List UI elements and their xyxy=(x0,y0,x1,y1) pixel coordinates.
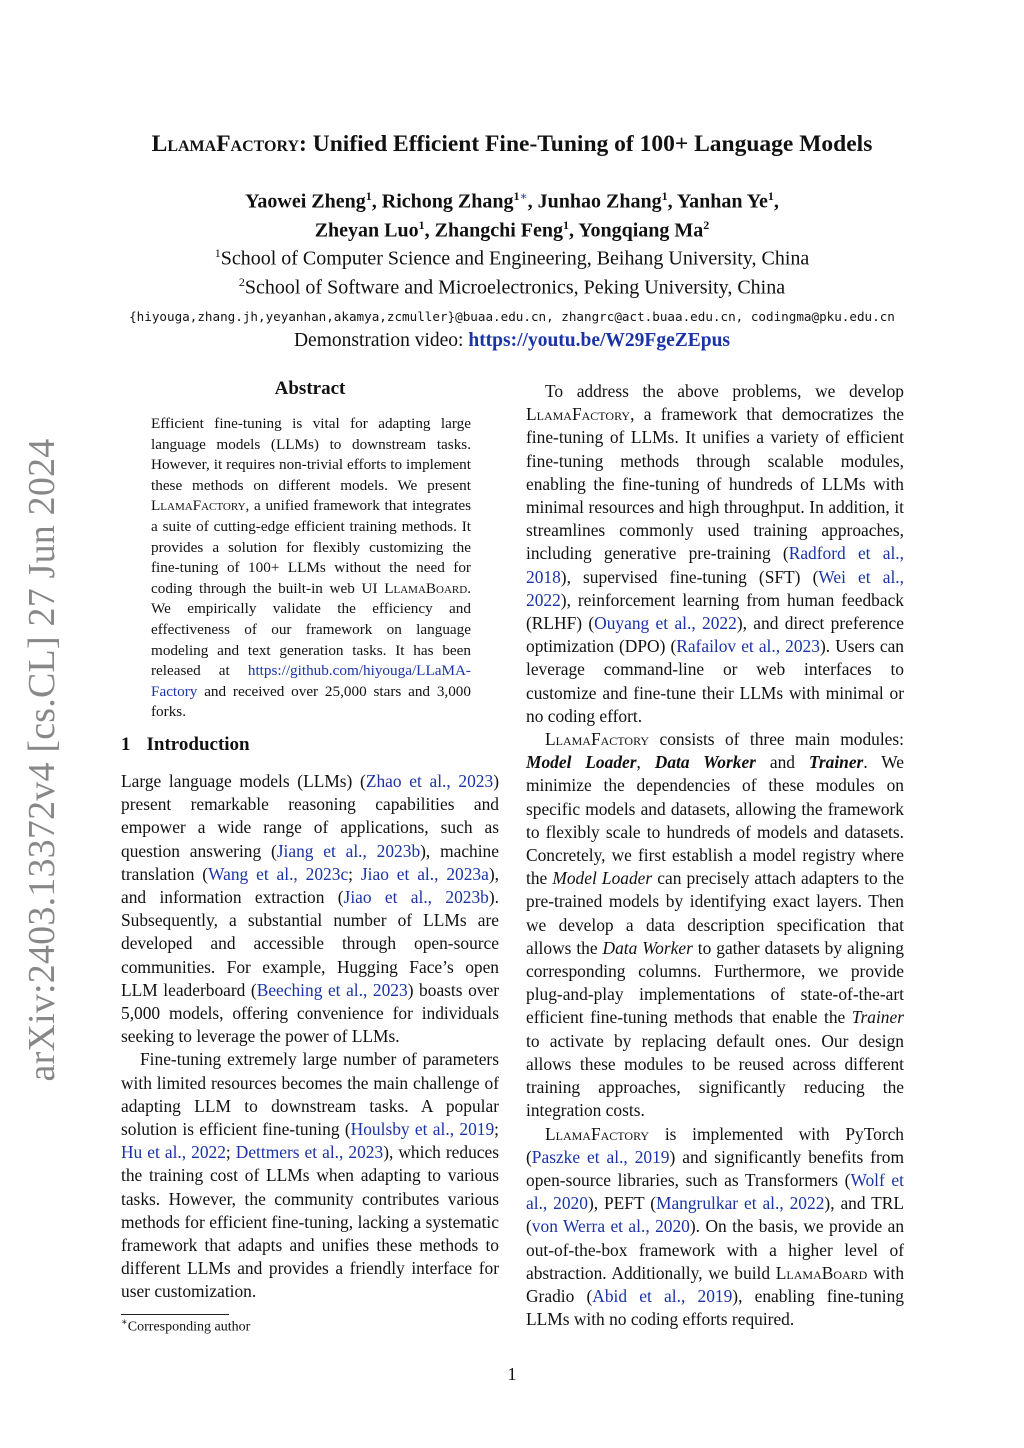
citation-link[interactable]: Jiao et al., 2023a xyxy=(360,863,489,884)
arxiv-identifier xyxy=(21,438,63,1082)
author-line-2: Zheyan Luo$^1$, Zhangchi Feng$^1$, Yongqiang Ma$^2$ xyxy=(314,217,710,242)
framework-name: LlamaFactory xyxy=(545,729,650,750)
module-name: Trainer xyxy=(808,752,864,773)
citation-link[interactable]: Houlsby et al., 2019 xyxy=(350,1119,495,1140)
corresponding-mark[interactable]: ∗ xyxy=(519,189,528,203)
citation-link[interactable]: Jiao et al., 2023b xyxy=(343,887,489,908)
section-number: 1 xyxy=(121,734,131,755)
author-name: Yaowei Zheng xyxy=(245,190,366,213)
section-heading-introduction xyxy=(121,734,250,756)
title-name-factory: Factory xyxy=(216,131,300,157)
framework-name: LlamaFactory xyxy=(526,404,631,425)
paragraph: LlamaFactory consists of three main modules: Model Loader, Data Worker and Trainer. We minimize the dependencies of these modules on specific models and datasets, allowing the framework to flexibly scale to hundreds of models and datasets. Concretely, we first establish a model registry where the Model Loader can precisely attach adapters to the pre-trained models by identifying exact layers. Then we develop a data description specification that allows the Data Worker to gather datasets by aligning corresponding columns. Furthermore, we provide plug-and-play implementations of state-of-the-art efficient fine-tuning methods that enable the Trainer to activate by replacing default ones. Our design allows these modules to be reused across different training approaches, significantly reducing the integration costs. xyxy=(526,729,905,1121)
citation-link[interactable]: Rafailov et al., 2023 xyxy=(676,636,820,657)
author-name: Yongqiang Ma xyxy=(578,219,704,242)
author-name: Junhao Zhang xyxy=(537,190,662,213)
author-name: Yanhan Ye xyxy=(676,190,768,213)
footnote: ∗Corresponding author xyxy=(121,1317,251,1335)
citation-link[interactable]: Jiang et al., 2023b xyxy=(276,840,421,861)
affiliation-1: $^1$School of Computer Science and Engineering, Beihang University, China xyxy=(214,246,810,270)
github-link[interactable]: https://github.com/hiyouga/LLaMA-Factory xyxy=(151,662,471,700)
title-name-llama: Llama xyxy=(151,131,217,157)
author-name: Zheyan Luo xyxy=(314,219,419,242)
author-name: Zhangchi Feng xyxy=(434,219,563,242)
webui-name: LlamaBoard xyxy=(384,579,468,597)
affiliation-2: $^2$School of Software and Microelectronics, Peking University, China xyxy=(238,274,786,299)
footnote-divider xyxy=(121,1314,229,1315)
framework-name: LlamaFactory xyxy=(545,1123,650,1144)
citation-link[interactable]: Wei et al., 2022 xyxy=(526,566,904,610)
author-name: Richong Zhang xyxy=(381,190,514,213)
module-name: Data Worker xyxy=(654,752,756,773)
citation-link[interactable]: Wolf et al., 2020 xyxy=(526,1169,904,1214)
citation-link[interactable]: Wang et al., 2023c xyxy=(208,863,349,884)
citation-link[interactable]: Zhao et al., 2023 xyxy=(365,771,494,791)
demo-label: Demonstration video: xyxy=(293,329,464,351)
citation-link[interactable]: Beeching et al., 2023 xyxy=(256,979,408,1000)
section-title: Introduction xyxy=(146,734,250,755)
author-block xyxy=(0,185,1024,352)
title-rest: : Unified Efficient Fine-Tuning of 100+ Language Models xyxy=(299,131,873,157)
citation-link[interactable]: Ouyang et al., 2022 xyxy=(594,613,737,634)
citation-link[interactable]: Mangrulkar et al., 2022 xyxy=(655,1193,825,1214)
framework-name: LlamaFactory xyxy=(151,497,246,515)
abstract-body: Efficient fine-tuning is vital for adapting large language models (LLMs) to downstream tasks. However, it requires non-trivial efforts to implement these methods on different models. We present LlamaFactory, a unified framework that integrates a suite of cutting-edge efficient training methods. It provides a solution for flexibly customizing the fine-tuning of 100+ LLMs without the need for coding through the built-in web UI LlamaBoard. We empirically validate the efficiency and effectiveness of our framework on language modeling and text generation tasks. It has been released at https://github.com/hiyouga/LLaMA-Factory and received over 25,000 stars and 3,000 forks. xyxy=(151,415,471,721)
demo-video-link[interactable]: https://youtu.be/W29FgeZEpus xyxy=(468,329,731,351)
citation-link[interactable]: Abid et al., 2019 xyxy=(592,1285,733,1306)
citation-link[interactable]: Radford et al., 2018 xyxy=(526,543,904,587)
left-column-body xyxy=(121,770,499,1304)
citation-link[interactable]: Paszke et al., 2019 xyxy=(531,1146,670,1167)
citation-link[interactable]: Hu et al., 2022 xyxy=(121,1142,226,1163)
citation-link[interactable]: von Werra et al., 2020 xyxy=(531,1216,690,1237)
webui-name: LlamaBoard xyxy=(775,1262,868,1283)
author-line-1: Yaowei Zheng$^1$, Richong Zhang$^{1∗}$, Junhao Zhang$^1$, Yanhan Ye$^1$, xyxy=(245,189,779,213)
paragraph: LlamaFactory is implemented with PyTorch (Paszke et al., 2019) and significantly benefits from open-source libraries, such as Transformers (Wolf et al., 2020), PEFT (Mangrulkar et al., 2022), and TRL (von Werra et al., 2020). On the basis, we provide an out-of-the-box framework with a higher level of abstraction. Additionally, we build LlamaBoard with Gradio (Abid et al., 2019), enabling fine-tuning LLMs with no coding efforts required. xyxy=(526,1123,905,1330)
demo-video-line xyxy=(0,329,1024,352)
module-name: Model Loader xyxy=(526,752,637,773)
author-emails: {hiyouga,zhang.jh,yeyanhan,akamya,zcmuller}@buaa.edu.cn, zhangrc@act.buaa.edu.cn, codingma@pku.edu.cn xyxy=(129,308,895,324)
citation-link[interactable]: Dettmers et al., 2023 xyxy=(235,1142,384,1163)
page-number: 1 xyxy=(507,1364,517,1384)
paragraph: Large language models (LLMs) (Zhao et al., 2023) present remarkable reasoning capabilities and empower a wide range of applications, such as question answering (Jiang et al., 2023b), machine translation (Wang et al., 2023c; Jiao et al., 2023a), and information extraction (Jiao et al., 2023b). Subsequently, a substantial number of LLMs are developed and accessible through open-source communities. For example, Hugging Face’s open LLM leaderboard (Beeching et al., 2023) boasts over 5,000 models, offering convenience for individuals seeking to leverage the power of LLMs. xyxy=(121,771,499,1047)
paper-title xyxy=(0,131,1024,158)
abstract-heading: Abstract xyxy=(274,378,346,399)
paragraph: To address the above problems, we develop LlamaFactory, a framework that democratizes the fine-tuning of LLMs. It unifies a variety of efficient fine-tuning methods through scalable modules, enabling the fine-tuning of hundreds of LLMs with minimal resources and high throughput. In addition, it streamlines commonly used training approaches, including generative pre-training (Radford et al., 2018), supervised fine-tuning (SFT) (Wei et al., 2022), reinforcement learning from human feedback (RLHF) (Ouyang et al., 2022), and direct preference optimization (DPO) (Rafailov et al., 2023). Users can leverage command-line or web interfaces to customize and fine-tune their LLMs with minimal or no coding effort. xyxy=(526,381,904,726)
right-column-body xyxy=(526,380,904,1331)
paragraph: Fine-tuning extremely large number of parameters with limited resources becomes the main challenge of adapting LLM to downstream tasks. A popular solution is efficient fine-tuning (Houlsby et al., 2019; Hu et al., 2022; Dettmers et al., 2023), which reduces the training cost of LLMs when adapting to various tasks. However, the community contributes various methods for efficient fine-tuning, lacking a systematic framework that adapts and unifies these methods to different LLMs and provides a friendly interface for user customization. xyxy=(121,1049,500,1302)
arxiv-id-text: arXiv:2403.13372v4 [cs.CL] 27 Jun 2024 xyxy=(21,438,63,1082)
